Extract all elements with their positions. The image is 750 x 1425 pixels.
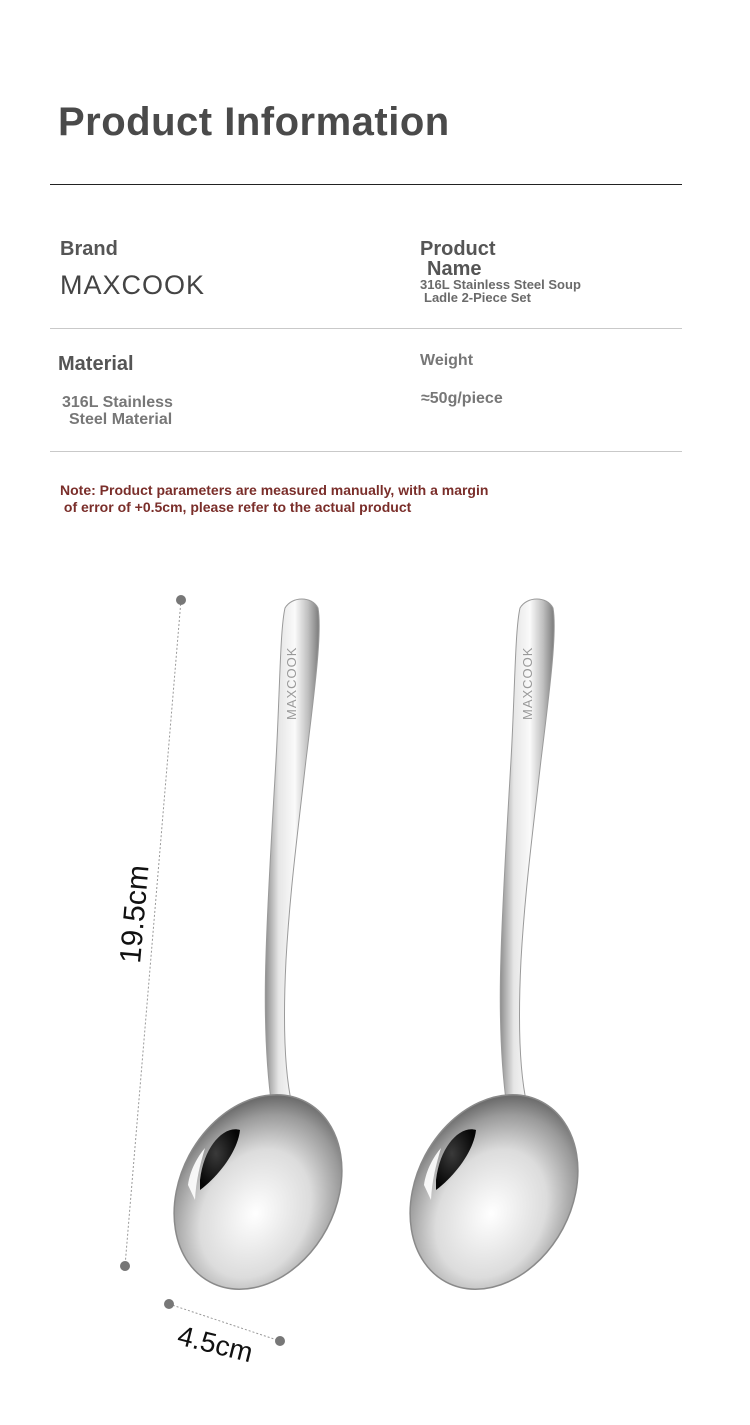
page-title: Product Information (58, 100, 450, 144)
product-name-label-line2: Name (427, 258, 482, 280)
row-divider-2 (50, 451, 682, 452)
width-label: 4.5cm (174, 1319, 257, 1369)
note-line-2: of error of +0.5cm, please refer to the actual product (60, 499, 412, 515)
product-name-value-line1: 316L Stainless Steel Soup (420, 277, 581, 292)
length-label: 19.5cm (114, 863, 156, 965)
material-value-line2: Steel Material (69, 411, 173, 428)
weight-value: ≈50g/piece (421, 390, 503, 407)
brand-logo: MAXCOOK (60, 270, 206, 300)
product-name-value-line2: Ladle 2-Piece Set (424, 290, 531, 305)
brand-label: Brand (60, 238, 118, 260)
width-endpoint-right (275, 1336, 285, 1346)
title-divider (50, 184, 682, 185)
width-endpoint-left (164, 1299, 174, 1309)
note-line-1: Note: Product parameters are measured manually, with a margin (60, 482, 489, 498)
product-name-label-line1: Product (420, 238, 496, 260)
soup-ladle-product-image (0, 560, 750, 1420)
material-label: Material (58, 353, 134, 375)
measurement-note (60, 482, 488, 516)
row-divider-1 (50, 328, 682, 329)
material-value-line1: 316L Stainless (62, 394, 173, 411)
handle-engraving-left: MAXCOOK (284, 646, 299, 720)
spoon-right (377, 599, 611, 1319)
weight-label: Weight (420, 352, 474, 369)
length-endpoint-bottom (120, 1261, 130, 1271)
length-endpoint-top (176, 595, 186, 605)
handle-engraving-right: MAXCOOK (520, 646, 535, 720)
spoon-left (141, 599, 375, 1319)
